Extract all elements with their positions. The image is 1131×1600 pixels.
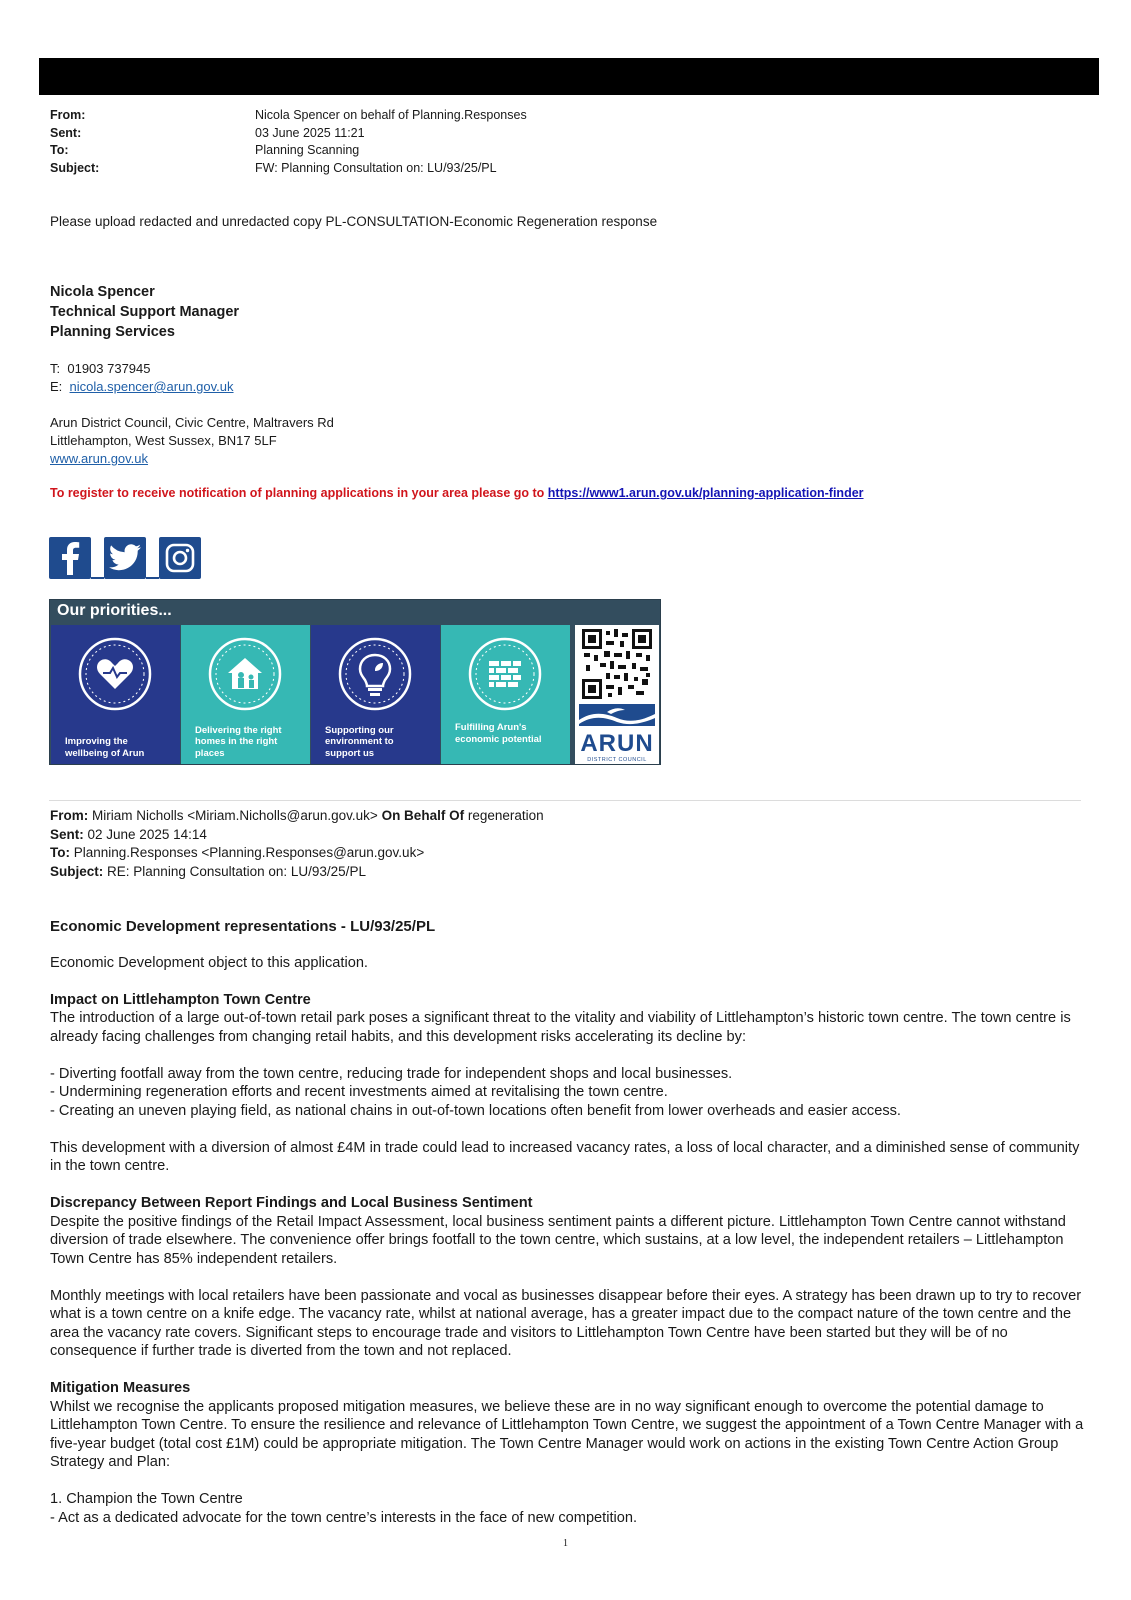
subject-value: FW: Planning Consultation on: LU/93/25/PL bbox=[255, 160, 497, 175]
to-value: Planning Scanning bbox=[255, 143, 360, 157]
section-heading: Impact on Littlehampton Town Centre bbox=[50, 991, 311, 1008]
separator bbox=[91, 577, 104, 579]
priority-tile-environment bbox=[311, 625, 440, 764]
brick-wall-icon bbox=[468, 637, 542, 711]
body-title: Economic Development representations - LU/93/25/PL bbox=[50, 918, 436, 935]
priority-label: Supporting our environment to support us bbox=[325, 724, 394, 759]
divider bbox=[49, 800, 1081, 801]
body-paragraph: Despite the positive findings of the Retail Impact Assessment, local business sentiment paints a different picture. Littlehampton Town Centre cannot withstand diversion of trade elsewhere. The convenience offer brings footfall to the town centre, which sustains, at a low level, the independent retailers – Littlehampton Town Centre has 85% independent retailers. bbox=[50, 1213, 1066, 1267]
arun-wave-icon bbox=[579, 704, 655, 726]
register-text: To register to receive notification of planning applications in your area please go to bbox=[50, 486, 548, 500]
address-line-2: Littlehampton, West Sussex, BN17 5LF bbox=[50, 433, 277, 448]
fwd-behalf-value: regeneration bbox=[467, 808, 544, 823]
priority-tile-homes bbox=[181, 625, 310, 764]
priorities-banner bbox=[49, 599, 661, 765]
letter-body bbox=[50, 918, 1090, 1527]
signature-name: Nicola Spencer bbox=[50, 284, 155, 300]
priority-label: Fulfilling Arun's economic potential bbox=[455, 722, 542, 745]
page-number: 1 bbox=[563, 1538, 568, 1549]
banner-title: Our priorities... bbox=[57, 602, 172, 619]
facebook-icon[interactable] bbox=[49, 537, 91, 579]
priority-label: Delivering the right homes in the right places bbox=[195, 724, 282, 759]
tel-label: T: bbox=[50, 361, 61, 376]
numbered-item: 1. Champion the Town Centre bbox=[50, 1491, 243, 1507]
bullet-item: - Creating an uneven playing field, as national chains in out-of-town locations often benefit from lower overheads and easier access. bbox=[50, 1102, 901, 1119]
fwd-sent-value: 02 June 2025 14:14 bbox=[87, 826, 207, 842]
qr-logo-tile bbox=[575, 625, 659, 764]
fwd-behalf-label: On Behalf Of bbox=[381, 808, 465, 823]
address-line-1: Arun District Council, Civic Centre, Maltravers Rd bbox=[50, 415, 334, 430]
body-paragraph: This development with a diversion of almost £4M in trade could lead to increased vacancy rates, a loss of local character, and a diminished sense of community in the town centre. bbox=[50, 1139, 1080, 1174]
qr-code bbox=[582, 629, 652, 699]
social-icons bbox=[49, 537, 201, 579]
arun-logo bbox=[579, 704, 655, 763]
fwd-subject-label: Subject: bbox=[50, 863, 104, 879]
fwd-from-label: From: bbox=[50, 808, 89, 823]
body-paragraph: The introduction of a large out-of-town retail park poses a significant threat to the vitality and viability of Littlehampton’s historic town centre. The town centre is already facing challenges from changing retail habits, and this development risks accelerating its decline by: bbox=[50, 1010, 1071, 1045]
redaction-bar bbox=[39, 58, 1099, 95]
heart-icon bbox=[78, 637, 152, 711]
from-label: From: bbox=[50, 108, 86, 122]
twitter-icon[interactable] bbox=[104, 537, 146, 579]
separator bbox=[146, 577, 159, 579]
bulb-leaf-icon bbox=[338, 637, 412, 711]
fwd-to-value: Planning.Responses <Planning.Responses@arun.gov.uk> bbox=[73, 845, 425, 860]
signature-block bbox=[50, 282, 239, 342]
section-heading: Mitigation Measures bbox=[50, 1380, 191, 1396]
from-value: Nicola Spencer on behalf of Planning.Responses bbox=[255, 108, 527, 122]
bullet-item: - Diverting footfall away from the town centre, reducing trade for independent shops and local businesses. bbox=[50, 1065, 733, 1082]
email-link[interactable]: nicola.spencer@arun.gov.uk bbox=[69, 379, 234, 394]
to-label: To: bbox=[50, 143, 69, 157]
address-block bbox=[50, 414, 334, 468]
forwarded-header bbox=[50, 807, 544, 881]
body-paragraph: Monthly meetings with local retailers have been passionate and vocal as businesses disappear before their eyes. A strategy has been drawn up to try to recover what is a town centre on a knife edge. The vacancy rate, whilst at national average, has a greater impact due to the compact nature of the town centre and the area the vacancy rate covers. Significant steps to encourage trade and visitors to Littlehampton Town Centre have been started but they will be of no consequence if further trade is diverted from the town and not replaced. bbox=[50, 1287, 1082, 1359]
tel-value: 01903 737945 bbox=[67, 361, 151, 376]
instagram-icon[interactable] bbox=[159, 537, 201, 579]
priority-tile-economic bbox=[441, 625, 570, 764]
bullet-item: - Act as a dedicated advocate for the town centre’s interests in the face of new competition. bbox=[50, 1509, 638, 1526]
bullet-item: - Undermining regeneration efforts and recent investments aimed at revitalising the town centre. bbox=[50, 1084, 668, 1100]
register-notice bbox=[50, 486, 864, 500]
fwd-sent-label: Sent: bbox=[50, 826, 84, 842]
website-link[interactable]: www.arun.gov.uk bbox=[50, 451, 149, 466]
priority-tile-wellbeing bbox=[51, 625, 180, 764]
email-header bbox=[50, 107, 527, 177]
subject-label: Subject: bbox=[50, 160, 100, 175]
email-label: E: bbox=[50, 379, 63, 394]
body-intro: Economic Development object to this application. bbox=[50, 954, 368, 971]
fwd-from-value: Miriam Nicholls <Miriam.Nicholls@arun.gov.uk> bbox=[92, 808, 378, 823]
fwd-subject-value: RE: Planning Consultation on: LU/93/25/PL bbox=[107, 863, 366, 879]
home-family-icon bbox=[208, 637, 282, 711]
section-heading: Discrepancy Between Report Findings and Local Business Sentiment bbox=[50, 1195, 533, 1211]
signature-dept: Planning Services bbox=[50, 324, 175, 340]
register-link[interactable]: https://www1.arun.gov.uk/planning-application-finder bbox=[547, 486, 864, 500]
body-paragraph: Whilst we recognise the applicants proposed mitigation measures, we believe these are in no way significant enough to overcome the potential damage to Littlehampton Town Centre. To ensure the resilience and relevance of Littlehampton Town Centre, we suggest the appointment of a Town Centre Manager with a five-year budget (total cost £1M) could be appropriate mitigation. The Town Centre Manager would work on actions in the existing Town Centre Action Group Strategy and Plan: bbox=[50, 1398, 1084, 1470]
signature-title: Technical Support Manager bbox=[50, 304, 240, 320]
arun-subtitle: DISTRICT COUNCIL bbox=[587, 757, 647, 763]
upload-note: Please upload redacted and unredacted copy PL-CONSULTATION-Economic Regeneration response bbox=[50, 214, 658, 229]
contact-details bbox=[50, 360, 234, 396]
sent-label: Sent: bbox=[50, 125, 82, 140]
fwd-to-label: To: bbox=[50, 845, 70, 860]
priority-label: Improving the wellbeing of Arun bbox=[65, 736, 145, 759]
arun-word: ARUN bbox=[580, 730, 654, 757]
sent-value: 03 June 2025 11:21 bbox=[255, 125, 365, 140]
